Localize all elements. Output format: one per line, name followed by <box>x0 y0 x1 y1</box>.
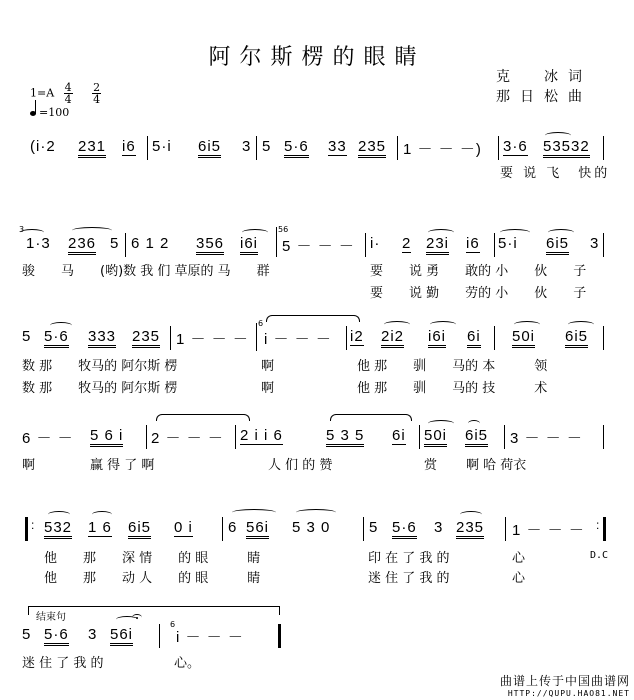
lyrics: 要 说 飞 快的 <box>500 166 611 181</box>
lyricist-credit: 克 冰词 <box>496 69 592 85</box>
repeat-dots: : <box>596 518 601 532</box>
slur <box>48 511 70 518</box>
notes: i － － － <box>264 331 332 348</box>
notes: 5·i <box>498 235 518 252</box>
lyrics: 数 那 牧马的 阿尔斯 楞 <box>22 359 178 374</box>
notes: 5 6 i <box>90 427 123 447</box>
key-and-time-signature <box>30 82 111 105</box>
time-signature-2-4: $\frac{2}{4}$ <box>93 81 101 106</box>
repeat-start-barline <box>25 517 28 541</box>
notes: 6 － － <box>22 430 74 447</box>
notes: i6 <box>466 235 480 252</box>
tempo-marking: =100 <box>30 106 69 119</box>
notes: 6i5 <box>128 519 151 539</box>
barline <box>256 136 257 160</box>
notes: 333 <box>88 328 116 348</box>
notes: 5 <box>110 235 120 252</box>
notes: 5 <box>22 328 32 345</box>
notes: 1 － － － <box>512 522 585 539</box>
da-capo-marking: D.C <box>590 550 609 561</box>
notes: 56i <box>246 519 269 539</box>
notes: 235 <box>132 328 160 348</box>
barline <box>498 136 499 160</box>
barline <box>147 136 148 160</box>
notes: 1 6 <box>88 519 112 536</box>
notes: 5 － － － <box>282 238 355 255</box>
notes: 3 － － － <box>510 430 583 447</box>
slur <box>384 321 410 328</box>
lyrics: 迷 住 了 我 的 <box>368 571 450 586</box>
barline <box>494 326 495 350</box>
lyrics: 要 说 勤 劳的 小 伙 子 <box>370 286 587 301</box>
notes: 23i <box>426 235 449 255</box>
notes: 231 <box>78 138 106 158</box>
lyrics: 赏 <box>424 458 438 473</box>
barline <box>222 517 223 541</box>
barline <box>146 425 147 449</box>
notes: i· <box>370 235 381 252</box>
grace-note: 6 <box>170 620 176 629</box>
notes: 33 <box>328 138 347 155</box>
lyrics: 要 说 勇 敢的 小 伙 子 <box>370 264 587 279</box>
barline <box>603 326 604 350</box>
slur <box>568 321 594 328</box>
barline <box>603 425 604 449</box>
barline <box>170 326 171 350</box>
notes: 2 <box>402 235 412 252</box>
watermark-text: 曲谱上传于中国曲谱网 <box>499 674 630 688</box>
barline <box>603 136 604 160</box>
barline <box>504 425 505 449</box>
notes: 236 <box>68 235 96 255</box>
notes: i6i <box>428 328 446 348</box>
slur <box>514 321 540 328</box>
notes: i － － － <box>176 629 244 646</box>
notes: 1 － － －) <box>403 141 482 158</box>
barline <box>494 233 495 257</box>
lyrics: 他 那 驯 马的 本 领 <box>357 359 548 374</box>
notes: i6i <box>240 235 258 255</box>
lyrics: 心 <box>512 571 526 586</box>
notes: 235 <box>456 519 484 539</box>
lyrics: 心。 <box>174 656 201 671</box>
notes: 532 <box>44 519 72 539</box>
notes: 5·6 <box>284 138 309 158</box>
notes: 1 － － － <box>176 331 249 348</box>
notes: 3 <box>590 235 600 252</box>
barline <box>159 624 160 648</box>
lyrics: 啊 <box>22 458 36 473</box>
barline <box>256 323 257 351</box>
slur <box>428 420 454 427</box>
notes: 2 － － － <box>151 430 224 447</box>
watermark-url: HTTP://QUPU.HAO81.NET <box>507 689 630 698</box>
lyrics: 心 <box>512 551 526 566</box>
notes: 356 <box>196 235 224 255</box>
barline <box>419 425 420 449</box>
notes: 6i5 <box>546 235 569 255</box>
lyrics: 他 那 动 人 的 眼 睛 <box>44 571 261 586</box>
lyrics: 啊 <box>261 359 275 374</box>
grace-note: 3 <box>19 225 25 234</box>
tie <box>266 315 360 322</box>
notes: 6i <box>392 427 406 444</box>
grace-note: 56 <box>278 225 289 234</box>
quarter-note-icon <box>30 111 36 116</box>
notes: 5 3 0 <box>292 519 331 536</box>
notes: i6 <box>122 138 136 155</box>
notes: (i·2 <box>30 138 56 155</box>
lyrics: 他 那 驯 马的 技 术 <box>357 381 548 396</box>
barline <box>235 425 236 449</box>
notes: 235 <box>358 138 386 158</box>
barline <box>505 517 506 541</box>
lyrics: 啊 哈 荷衣 <box>466 458 527 473</box>
notes: 5 <box>22 626 32 643</box>
notes: 1·3 <box>26 235 51 252</box>
time-signature-4-4: $\frac{4}{4}$ <box>64 81 72 106</box>
tie <box>330 414 412 421</box>
barline <box>397 136 398 160</box>
key-signature: 1=A <box>30 86 55 100</box>
notes: 2i2 <box>381 328 404 348</box>
notes: 5 3 5 <box>326 427 364 447</box>
notes: 3 <box>434 519 444 536</box>
notes: 6 1 2 <box>131 235 170 252</box>
lyrics: 人 们 的 赞 <box>268 458 333 473</box>
barline <box>125 233 126 257</box>
lyrics: 啊 <box>261 381 275 396</box>
slur <box>460 511 482 518</box>
tie <box>156 414 250 421</box>
notes: 0 i <box>174 519 193 536</box>
notes: i2 <box>350 328 364 345</box>
song-title: 阿尔斯楞的眼睛 <box>208 45 426 70</box>
slur <box>430 321 456 328</box>
notes: 6i5 <box>198 138 221 158</box>
notes: 5·6 <box>392 519 417 539</box>
notes: 6i5 <box>565 328 588 348</box>
grace-note: 6 <box>258 319 264 328</box>
notes: 3·6 <box>503 138 528 155</box>
slur <box>296 509 336 516</box>
barline <box>276 227 277 257</box>
notes: 5·6 <box>44 328 69 348</box>
notes: 6 <box>228 519 238 536</box>
lyrics: 赢 得 了 啊 <box>90 458 155 473</box>
lyrics: 骏 马 (哟)数 我 们 草原的 马 群 <box>22 264 270 279</box>
slur <box>232 509 276 516</box>
notes: 5·6 <box>44 626 69 646</box>
notes: 3 <box>242 138 252 155</box>
lyrics: 印 在 了 我 的 <box>368 551 450 566</box>
repeat-end-barline <box>603 517 606 541</box>
notes: 5·i <box>152 138 172 155</box>
notes: 53532 <box>543 138 590 158</box>
lyrics: 迷 住 了 我 的 <box>22 656 104 671</box>
repeat-dots: : <box>31 518 36 532</box>
composer-credit: 那日松曲 <box>496 89 592 105</box>
slur <box>72 227 112 234</box>
barline <box>603 233 604 257</box>
notes: 56i <box>110 626 133 646</box>
lyrics: 数 那 牧马的 阿尔斯 楞 <box>22 381 178 396</box>
ending-label: 结束句 <box>36 612 66 623</box>
notes: 6i5 <box>465 427 488 447</box>
fermata-icon <box>132 614 142 621</box>
notes: 6i <box>467 328 481 348</box>
notes: 50i <box>424 427 447 447</box>
slur <box>92 511 112 518</box>
notes: 5 <box>262 138 272 155</box>
lyrics: 他 那 深 情 的 眼 睛 <box>44 551 261 566</box>
notes: 3 <box>88 626 98 643</box>
notes: 50i <box>512 328 535 348</box>
notes: 2 i i 6 <box>240 427 283 444</box>
barline <box>346 326 347 350</box>
barline <box>365 233 366 257</box>
barline <box>363 517 364 541</box>
slur <box>468 420 480 427</box>
final-barline <box>278 624 281 648</box>
notes: 5 <box>369 519 379 536</box>
